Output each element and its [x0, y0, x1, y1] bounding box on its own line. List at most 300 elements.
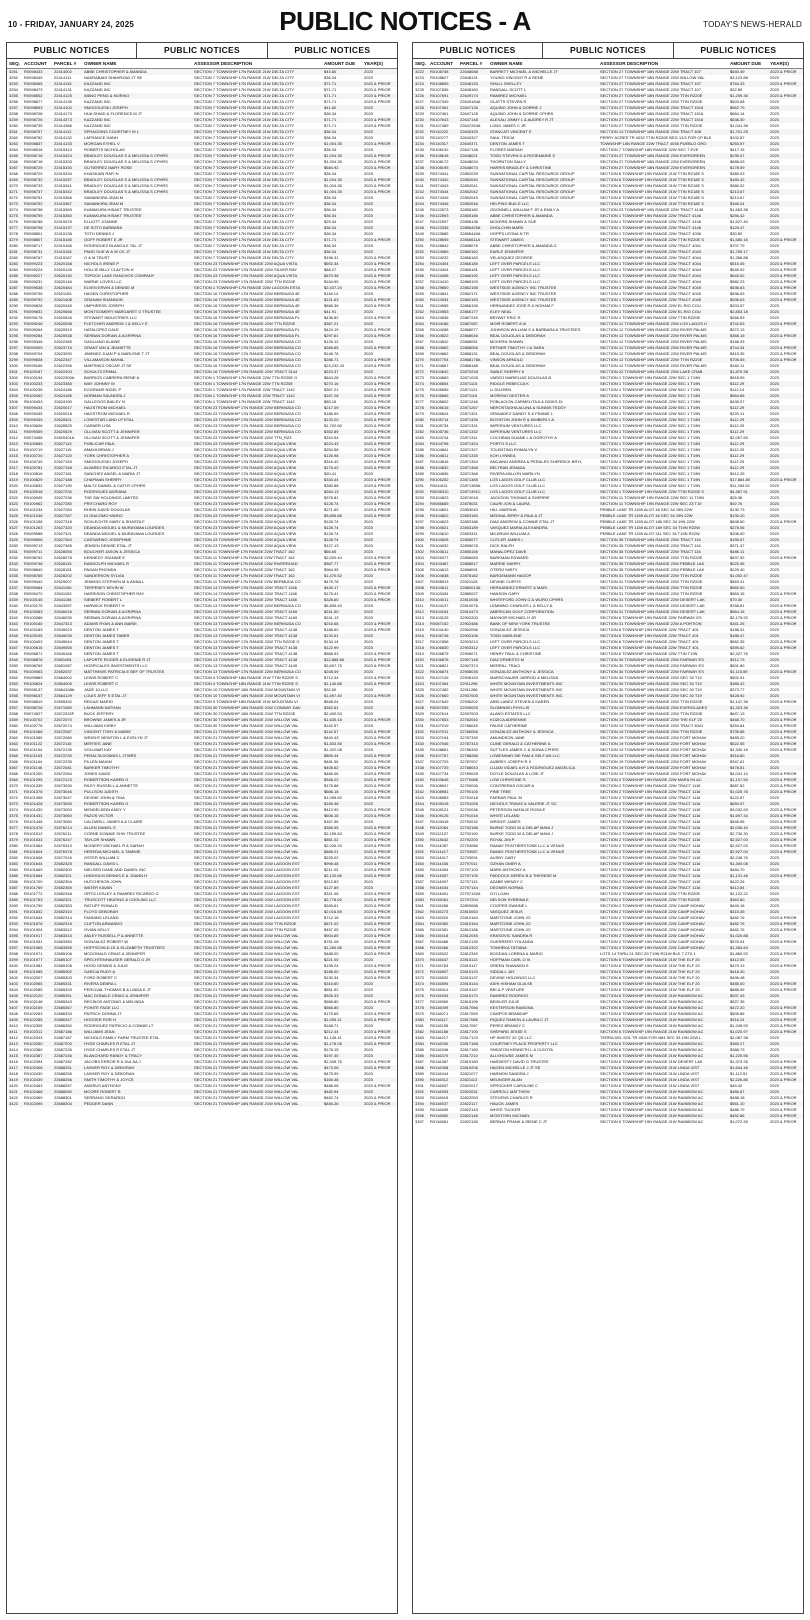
- cell-amount: $112.29: [730, 423, 745, 428]
- cell-amount: $2,016.69: [324, 909, 342, 914]
- cell-seq: 3369: [415, 951, 424, 956]
- cell-amount: $688.55: [730, 987, 745, 992]
- cell-years: 2023 & PRIOR: [364, 795, 391, 800]
- cell-parcel: 22641153: [54, 591, 72, 596]
- cell-owner: WANG PENG & NORIKO: [84, 93, 130, 98]
- cell-owner: LASHER ROY & DEBORAH: [84, 1071, 135, 1076]
- cell-owner: MCINTOSH MICHAEL: [490, 1113, 531, 1118]
- cell-parcel: 22682348: [54, 891, 72, 896]
- cell-account: R0098157: [24, 693, 43, 698]
- cell-amount: $36.34: [324, 249, 337, 254]
- cell-years: 2023: [770, 627, 779, 632]
- cell-description: SECTION 6 TOWNSHIP 19N RANGE 21W RAINBOW AC: [600, 1041, 704, 1046]
- cell-description: SECTION 2 TOWNSHIP 19N RANGE 22W CAMP MOHAV: [600, 915, 705, 920]
- cell-owner: SHEATON KENNETH L & CLEOTA: [490, 1047, 553, 1052]
- cell-seq: 3281: [415, 423, 424, 428]
- cell-owner: RAMAY FEATHERSTONE LLC & VENUS: [490, 849, 565, 854]
- cell-parcel: 22791016: [460, 813, 478, 818]
- cell-parcel: 22855156: [460, 549, 478, 554]
- cell-years: 2023 & PRIOR: [364, 651, 391, 656]
- cell-amount: $412.84: [730, 885, 745, 890]
- cell-description: SECTION 7 TOWNSHIP 17N RANGE 21W DELTA CITY: [194, 123, 295, 128]
- cell-amount: $71.71: [324, 123, 337, 128]
- cell-owner: ASHI HISHAM GLIA SE: [490, 981, 533, 986]
- cell-account: R0374343: [430, 183, 449, 188]
- cell-parcel: 22687226: [54, 1047, 72, 1052]
- cell-parcel: 22628202: [54, 573, 72, 578]
- cell-years: 2023: [770, 1035, 779, 1040]
- cell-parcel: 22866196: [460, 303, 478, 308]
- cell-seq: 3290: [9, 303, 18, 308]
- cell-description: SECTION 11 TOWNSHIP 17N RANGE 22W RIVERROAD: [194, 561, 298, 566]
- cell-account: R0114557: [430, 873, 449, 878]
- cell-years: 2023: [364, 993, 373, 998]
- cell-owner: SIEBERT ROBERT L: [84, 597, 122, 602]
- cell-amount: $32.85: [730, 87, 743, 92]
- cell-description: SECTION 30 TOWNSHIP 19N RANGE 22W FAIRWAY ES: [600, 669, 704, 674]
- cell-description: SECTION 1 TOWNSHIP 19N RANGE 22W SEC 1 T19N: [600, 435, 701, 440]
- cell-description: SECTION 7 TOWNSHIP 17N RANGE 21W DELTA CITY: [194, 87, 295, 92]
- cell-seq: 3341: [9, 609, 18, 614]
- cell-amount: $486.11: [730, 549, 745, 554]
- cell-account: R0099231: [24, 279, 43, 284]
- cell-description: SECTION 2 TOWNSHIP 19N RANGE 22W TRACT 1116: [600, 795, 701, 800]
- cell-years: 2023 & PRIOR: [364, 597, 391, 602]
- cell-seq: 3305: [9, 393, 18, 398]
- cell-account: R0108758: [430, 69, 449, 74]
- cell-years: 2023: [770, 117, 779, 122]
- cell-account: R0107614: [430, 711, 449, 716]
- cell-parcel: 22822053: [460, 1095, 478, 1100]
- cell-owner: HYDE CHARLES R ETAL JT: [84, 1041, 136, 1046]
- cell-seq: 3372: [415, 969, 424, 974]
- cell-seq: 3320: [9, 483, 18, 488]
- cell-parcel: 22868131: [460, 351, 478, 356]
- cell-years: 2023: [770, 201, 779, 206]
- cell-description: SECTION 21 TOWNSHIP 18N RANGE 21W WILLOW VAL: [194, 825, 299, 830]
- cell-amount: $518.09: [730, 375, 745, 380]
- cell-parcel: 22868077: [460, 327, 478, 332]
- cell-years: 2023: [364, 639, 373, 644]
- cell-parcel: 22871332: [460, 429, 478, 434]
- cell-years: 2023 & PRIOR: [364, 591, 391, 596]
- cell-owner: AMERICAN GOLF CORPORATION: [490, 609, 554, 614]
- cell-amount: $180.32: [730, 177, 745, 182]
- cell-description: SECTION 2 TOWNSHIP 19N RANGE 22W MARILYN AC: [600, 777, 702, 782]
- cell-owner: SABLE SHERRY K: [490, 369, 525, 374]
- cell-years: 2023 & PRIOR: [770, 723, 797, 728]
- cell-years: 2023: [364, 207, 373, 212]
- cell-description: SECTION 7 TOWNSHIP 17N RANGE 21W DELTA CITY: [194, 255, 295, 260]
- cell-account: R0100403: [24, 639, 43, 644]
- cell-years: 2023 & PRIOR: [770, 1107, 797, 1112]
- cell-owner: GALLEGOS BAILEY N: [84, 399, 125, 404]
- col-description: ASSESSOR DESCRIPTION: [194, 61, 253, 66]
- cell-owner: SUTTLES JAMES C & SONIA CPHRS: [490, 747, 559, 752]
- cell-amount: $352.61: [324, 705, 339, 710]
- cell-years: 2023: [770, 525, 779, 530]
- cell-description: SECTION 27 TOWNSHIP 18N RANGE 22W EVERGREEN: [600, 153, 706, 158]
- cell-parcel: 22868017: [460, 561, 478, 566]
- cell-account: R0100187: [24, 369, 43, 374]
- cell-years: 2023 & PRIOR: [364, 837, 391, 842]
- cell-years: 2023: [364, 75, 373, 80]
- cell-parcel: 22866193: [460, 279, 478, 284]
- cell-owner: TOLENTINO ROMALYN V: [490, 447, 538, 452]
- cell-account: R0106874: [430, 669, 449, 674]
- cell-owner: WARNE LOVES LLC: [84, 279, 122, 284]
- cell-seq: 3295: [9, 333, 18, 338]
- cell-account: R0099713: [24, 543, 43, 548]
- cell-owner: AQUINO JOHN & DORRIE CPHRS: [490, 111, 554, 116]
- cell-seq: 3265: [9, 153, 18, 158]
- cell-owner: LUJAN VIDAEL A R & RODRIGUEZ ANGELICA: [490, 765, 576, 770]
- cell-amount: $449.18: [730, 903, 745, 908]
- cell-seq: 3353: [415, 855, 424, 860]
- cell-account: R0113642: [430, 837, 449, 842]
- cell-amount: $112.29: [730, 447, 745, 452]
- cell-parcel: 22672080: [54, 735, 72, 740]
- cell-owner: STANCATI VINCENT E: [490, 129, 532, 134]
- cell-description: SECTION 23 TOWNSHIP 17N RANGE 22W AQUA VIEW: [194, 519, 297, 524]
- cell-parcel: 22640325: [460, 129, 478, 134]
- cell-description: SECTION 12 TOWNSHIP 19N RANGE 22W TTIN RZ20E: [600, 357, 703, 362]
- cell-account: R0104744: [430, 435, 449, 440]
- cell-amount: $134.51: [324, 633, 339, 638]
- cell-years: 2023: [770, 909, 779, 914]
- cell-account: R0100918: [24, 489, 43, 494]
- cell-parcel: 22868051: [460, 339, 478, 344]
- cell-seq: 3334: [415, 741, 424, 746]
- cell-description: SECTION 23 TOWNSHIP 17N RANGE 22W AQUA VIEW: [194, 441, 297, 446]
- cell-parcel: 22903312: [460, 645, 478, 650]
- cell-parcel: 22688257: [54, 1083, 72, 1088]
- cell-description: SECTION 23 TOWNSHIP 17N RANGE 22W AQUA VIEW: [194, 453, 297, 458]
- cell-years: 2023 & PRIOR: [770, 939, 797, 944]
- cell-amount: $188.00: [324, 969, 339, 974]
- cell-years: 2023 & PRIOR: [364, 729, 391, 734]
- cell-owner: WAY JOHNNY M: [84, 381, 115, 386]
- cell-amount: $1,792.60: [324, 423, 342, 428]
- cell-account: R0374341: [430, 171, 449, 176]
- cell-years: 2023: [770, 375, 779, 380]
- cell-years: 2023: [770, 897, 779, 902]
- cell-amount: $1,025.76: [730, 789, 748, 794]
- cell-parcel: 22782040: [460, 717, 478, 722]
- cell-description: SECTION 11 TOWNSHIP 17N RANGE 22W TRACT 162: [194, 567, 295, 572]
- cell-parcel: 22871324: [460, 441, 478, 446]
- cell-seq: 3337: [415, 759, 424, 764]
- cell-parcel: 22683315: [54, 933, 72, 938]
- cell-years: 2023: [770, 633, 779, 638]
- cell-description: SECTION 1 TOWNSHIP 19N RANGE 22W TRACT 4146: [600, 213, 701, 218]
- cell-parcel: 22627320: [54, 525, 72, 530]
- cell-account: R0124955: [430, 303, 449, 308]
- section-header: PUBLIC NOTICES: [294, 45, 371, 55]
- cell-parcel: 22683312: [54, 927, 72, 932]
- cell-parcel: 22871389A: [460, 483, 481, 488]
- cell-seq: 3234: [415, 141, 424, 146]
- cell-amount: $1,769.17: [730, 249, 748, 254]
- cell-amount: $2,349.76: [324, 1059, 342, 1064]
- cell-years: 2023: [364, 135, 373, 140]
- cell-years: 2023 & PRIOR: [770, 1017, 797, 1022]
- cell-owner: HENRY PAUL & CHRISTINE: [490, 651, 542, 656]
- cell-seq: 3387: [415, 1059, 424, 1064]
- cell-years: 2023: [770, 75, 779, 80]
- cell-parcel: 22787330: [460, 735, 478, 740]
- cell-account: R0116071: [430, 1011, 449, 1016]
- cell-description: SECTION 30 TOWNSHIP 19N RANGE 22W SEC 30 T19: [600, 675, 702, 680]
- cell-years: 2023 & PRIOR: [770, 555, 797, 560]
- cell-description: PEBBLE LAKE TR 1159 ALOT 46 SEC 34 19N 22W: [600, 507, 693, 512]
- cell-amount: $412.90: [324, 807, 339, 812]
- cell-description: SECTION 21 TOWNSHIP 18N RANGE 21W WILLOW VAL: [194, 1059, 299, 1064]
- cell-seq: 3272: [415, 369, 424, 374]
- cell-owner: WHITE MOUNTAIN INVESTMENTS INC: [490, 681, 563, 686]
- cell-account: R0098837: [24, 141, 43, 146]
- cell-amount: $182.11: [730, 363, 745, 368]
- cell-account: R0100832: [24, 483, 43, 488]
- cell-amount: $742.63: [730, 321, 745, 326]
- cell-seq: 3402: [9, 975, 18, 980]
- cell-owner: LOW CHRISTINE S: [490, 777, 526, 782]
- cell-parcel: 22673080: [54, 819, 72, 824]
- section-header: PUBLIC NOTICES: [137, 43, 267, 58]
- cell-description: SECTION 11 TOWNSHIP 19N RANGE 22W SEC 23 T19: [600, 501, 702, 506]
- cell-years: 2023: [770, 543, 779, 548]
- cell-account: R0098759: [24, 213, 43, 218]
- cell-amount: $1,300.08: [730, 861, 748, 866]
- cell-seq: 3366: [9, 759, 18, 764]
- cell-account: R0098473: [24, 87, 43, 92]
- cell-seq: 3276: [415, 393, 424, 398]
- cell-seq: 3332: [9, 555, 18, 560]
- cell-owner: WILLIAMS KIRBY: [84, 723, 117, 728]
- cell-owner: CAURI JON & LAURA: [490, 501, 530, 506]
- cell-amount: $515.05: [730, 261, 745, 266]
- cell-years: 2023: [770, 423, 779, 428]
- cell-description: SECTION 1 TOWNSHIP 19N RANGE 22W SEC 1 T19N: [600, 459, 701, 464]
- cell-owner: CAMPOS BRANDAP: [490, 1011, 528, 1016]
- cell-amount: $112.29: [730, 381, 745, 386]
- cell-amount: $1,580.16: [730, 237, 748, 242]
- cell-account: R0101066: [24, 729, 43, 734]
- cell-owner: GRANT IAN & JEANETTE: [84, 345, 132, 350]
- cell-account: R0099464: [24, 585, 43, 590]
- cell-description: SECTION 21 TOWNSHIP 18N RANGE 21W WILLOW VAL: [194, 729, 299, 734]
- cell-description: SECTION 2 TOWNSHIP 19N RANGE 22W TRACT 1116: [600, 885, 701, 890]
- cell-parcel: 22853311: [460, 531, 478, 536]
- cell-owner: LONESTAR LAND LP ETAL: [84, 417, 134, 422]
- cell-description: SECTION 23 TOWNSHIP 17N RANGE 22W AQUA VIEW: [194, 543, 297, 548]
- cell-amount: $112.29: [730, 405, 745, 410]
- cell-description: SECTION 23 TOWNSHIP 17N RANGE 22W BERMUDA CO: [194, 429, 301, 434]
- cell-parcel: 22415166: [54, 243, 72, 248]
- cell-description: SECTION 6 TOWNSHIP 19N RANGE 21W RAINBOW AC: [600, 1029, 704, 1034]
- cell-parcel: 22415325: [54, 159, 72, 164]
- cell-seq: 3356: [415, 873, 424, 878]
- cell-parcel: 22672123: [54, 777, 72, 782]
- cell-parcel: 22685343: [54, 999, 72, 1004]
- cell-years: 2023 & PRIOR: [364, 927, 391, 932]
- cell-account: R0107461: [430, 105, 449, 110]
- cell-parcel: 22620126: [54, 267, 72, 272]
- cell-owner: TRUSCOTT HEATING & COOLING LLC: [84, 897, 157, 902]
- cell-account: R0100175: [24, 603, 43, 608]
- cell-amount: $3,032.93: [730, 807, 748, 812]
- cell-account: R0098807: [24, 237, 43, 242]
- cell-years: 2023: [364, 231, 373, 236]
- cell-owner: OLLIVAN SCOTT & JENNIFER: [84, 435, 140, 440]
- cell-years: 2023 & PRIOR: [364, 117, 391, 122]
- cell-account: R0101163: [24, 753, 43, 758]
- cell-description: SECTION 6 TOWNSHIP 19N RANGE 21W RAINBOW AC: [600, 1023, 704, 1028]
- cell-parcel: 22790036: [460, 783, 478, 788]
- cell-owner: PAUSE CATHERINE: [490, 723, 528, 728]
- cell-years: 2023: [770, 975, 779, 980]
- cell-parcel: 22641156: [54, 597, 72, 602]
- cell-seq: 3293: [415, 495, 424, 500]
- cell-parcel: 22688304: [54, 1101, 72, 1106]
- cell-account: R0109018: [430, 801, 449, 806]
- cell-amount: $606.18: [324, 813, 339, 818]
- col-account: ACCOUNT: [24, 61, 47, 66]
- cell-account: R0101606: [24, 855, 43, 860]
- cell-seq: 3396: [415, 1113, 424, 1118]
- cell-description: SECTION 1 TOWNSHIP 19N RANGE 22W SEC 1 T19N: [600, 411, 701, 416]
- cell-parcel: 22903213: [460, 639, 478, 644]
- cell-owner: RAMAY FEATHERSTONE LLC & VENUS: [490, 843, 565, 848]
- cell-years: 2023: [364, 219, 373, 224]
- cell-seq: 3275: [415, 387, 424, 392]
- cell-seq: 3347: [9, 645, 18, 650]
- cell-parcel: 22620130: [54, 273, 72, 278]
- cell-owner: SUNSATIONAL CAPITAL RESOURCE GROUP: [490, 189, 575, 194]
- cell-parcel: 22414112: [54, 129, 72, 134]
- cell-amount: $211.03: [324, 867, 339, 872]
- cell-owner: THORNTON SALLY: [490, 159, 526, 164]
- cell-parcel: 22628115: [54, 561, 72, 566]
- cell-account: R0101533: [24, 837, 43, 842]
- cell-seq: 3289: [415, 471, 424, 476]
- cell-seq: 3359: [9, 717, 18, 722]
- cell-seq: 3269: [415, 351, 424, 356]
- cell-account: R0116370: [430, 1053, 449, 1058]
- cell-years: 2023 & PRIOR: [770, 717, 797, 722]
- cell-amount: $1,020.97: [730, 1029, 748, 1034]
- cell-description: SECTION 27 TOWNSHIP 18N RANGE 22W EVERGREEN: [600, 159, 706, 164]
- cell-description: SECTION 6 TOWNSHIP 19N RANGE 21W THE ELF 20: [600, 957, 700, 962]
- cell-account: R0115381: [430, 927, 449, 932]
- cell-seq: 3246: [415, 213, 424, 218]
- cell-account: R0116681: [430, 1119, 449, 1124]
- cell-amount: $270.16: [324, 381, 339, 386]
- cell-parcel: 22817069: [460, 1011, 478, 1016]
- cell-amount: $764.33: [730, 81, 745, 86]
- cell-seq: 3336: [415, 753, 424, 758]
- cell-amount: $188.60: [324, 627, 339, 632]
- cell-amount: $1,004.35: [324, 153, 342, 158]
- cell-amount: $637.92: [730, 555, 745, 560]
- cell-account: R0099831: [24, 309, 43, 314]
- cell-account: R0374345: [430, 195, 449, 200]
- cell-account: R0100180: [24, 621, 43, 626]
- cell-description: SECTION 7 TOWNSHIP 17N RANGE 21W DELTA CITY: [194, 177, 295, 182]
- cell-seq: 3393: [9, 921, 18, 926]
- cell-years: 2023 & PRIOR: [364, 417, 391, 422]
- cell-amount: $133.20: [324, 417, 339, 422]
- cell-seq: 3361: [415, 903, 424, 908]
- cell-account: R0109126: [430, 813, 449, 818]
- cell-amount: $146.78: [324, 351, 339, 356]
- cell-parcel: 22648034: [460, 159, 478, 164]
- cell-account: R0109121: [430, 807, 449, 812]
- cell-account: R0107482: [430, 687, 449, 692]
- cell-parcel: 22810164: [460, 921, 478, 926]
- cell-account: R0101981: [24, 963, 43, 968]
- cell-owner: SHULL SHELLEY: [490, 81, 522, 86]
- cell-amount: $176.88: [324, 783, 339, 788]
- cell-seq: 3273: [415, 375, 424, 380]
- cell-parcel: 22793087: [460, 849, 478, 854]
- cell-parcel: 22676214: [54, 825, 72, 830]
- cell-amount: $2,327.76: [730, 651, 748, 656]
- cell-seq: 3284: [415, 441, 424, 446]
- cell-amount: $286.71: [324, 357, 339, 362]
- cell-years: 2023 & PRIOR: [770, 963, 797, 968]
- cell-account: R0101430: [24, 807, 43, 812]
- cell-amount: $4,041.10: [730, 771, 748, 776]
- cell-parcel: 22414373: [54, 117, 72, 122]
- cell-years: 2023: [364, 819, 373, 824]
- cell-seq: 3363: [415, 915, 424, 920]
- cell-description: SECTION 1 TOWNSHIP 19N RANGE 22W SEC 1 T19N: [600, 429, 701, 434]
- cell-amount: $1,697.34: [730, 813, 748, 818]
- cell-years: 2023 & PRIOR: [770, 1095, 797, 1100]
- cell-account: R0098693: [24, 105, 43, 110]
- cell-description: SECTION 6 TOWNSHIP 19N RANGE 21W RAINBOW AC: [600, 1119, 704, 1124]
- cell-amount: $184.90: [324, 279, 339, 284]
- cell-account: R0100624: [24, 681, 43, 686]
- cell-description: SECTION 23 TOWNSHIP 17N RANGE 22W AQUA VIEW: [194, 447, 297, 452]
- cell-description: SECTION 7 TOWNSHIP 17N RANGE 21W DELTA CITY: [194, 81, 295, 86]
- cell-seq: 3311: [9, 429, 18, 434]
- cell-parcel: 22628181: [54, 567, 72, 572]
- cell-owner: WHITE MOUNTAIN INVESTMENTS INC: [490, 687, 563, 692]
- cell-description: SECTION 13 TOWNSHIP 17N RANGE 22W BERMUDA CO: [194, 603, 301, 608]
- cell-parcel: 22797011: [460, 861, 478, 866]
- cell-description: SECTION 23 TOWNSHIP 17N RANGE 22W AQUA VIEW: [194, 537, 297, 542]
- cell-description: SECTION 2 TOWNSHIP 19N RANGE 22W TTIN RZ20E: [600, 897, 701, 902]
- cell-account: R0100194: [24, 375, 43, 380]
- cell-amount: $367.21: [324, 387, 339, 392]
- cell-owner: PULLSON JUDITH: [84, 789, 119, 794]
- cell-amount: $213.67: [730, 195, 745, 200]
- cell-description: SECTION 21 TOWNSHIP 18N RANGE 21W WILLOW VAL: [194, 1083, 299, 1088]
- cell-parcel: 22687200: [54, 1041, 72, 1046]
- cell-owner: BANK OF NEW YORK TRUSTEE: [490, 621, 551, 626]
- cell-seq: 3222: [415, 69, 424, 74]
- cell-years: 2023: [364, 1005, 373, 1010]
- cell-account: R0102343: [24, 1035, 43, 1040]
- cell-parcel: 22414173: [54, 111, 72, 116]
- cell-years: 2023: [364, 321, 373, 326]
- cell-seq: 3271: [415, 363, 424, 368]
- cell-owner: SUNSATIONAL CAPITAL RESOURCE GROUP: [490, 183, 575, 188]
- cell-parcel: 22789028: [460, 771, 478, 776]
- cell-parcel: 22871385: [460, 477, 478, 482]
